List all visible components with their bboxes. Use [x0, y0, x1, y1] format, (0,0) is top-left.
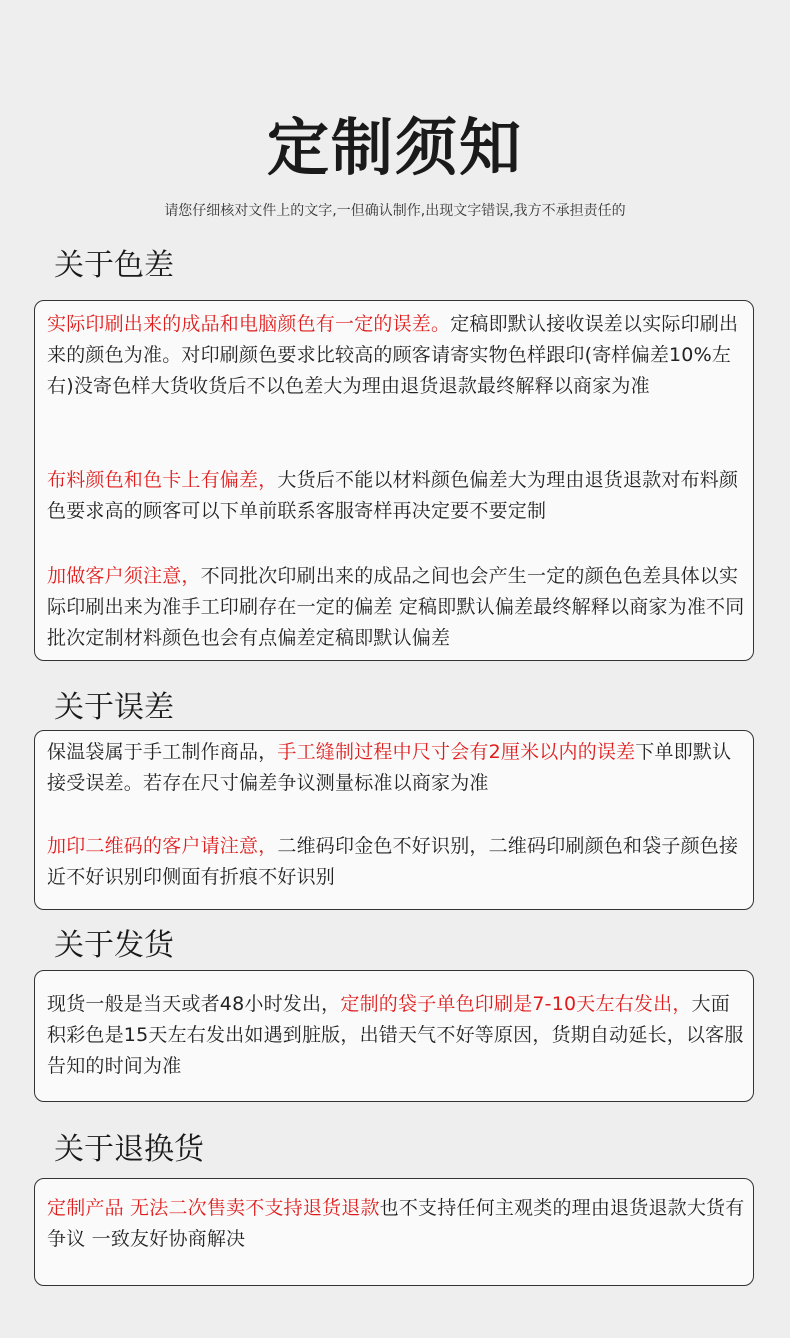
- page-subtitle: 请您仔细核对文件上的文字,一但确认制作,出现文字错误,我方不承担责任的: [164, 203, 626, 219]
- size-error-paragraph-2: [47, 831, 747, 893]
- section-heading-color-difference: 关于色差: [54, 248, 174, 283]
- returns-paragraph-1: [47, 1193, 747, 1255]
- page-title: 定制须知: [266, 111, 523, 184]
- highlight-text: 定制的袋子单色印刷是7-10天左右发出，: [340, 993, 692, 1015]
- body-text: 不同批次印刷出来的成品之间也会产生一定的颜色色差具体以实际印刷出来为准手工印刷存在一定的偏差 定稿即默认偏差最终解释以商家为准不同批次定制材料颜色也会有点偏差定稿即默认偏差: [47, 565, 745, 649]
- body-text: 定稿即默认接收误差以实际印刷出来的颜色为准。对印刷颜色要求比较高的顾客请寄实物色样跟印(寄样偏差10%左右)没寄色样大货收货后不以色差大为理由退货退款最终解释以商家为准: [47, 313, 739, 397]
- shipping-paragraph-1: [47, 989, 747, 1082]
- highlight-text: 手工缝制过程中尺寸会有2厘米以内的误差: [277, 741, 636, 763]
- section-heading-size-error: 关于误差: [54, 690, 174, 725]
- body-text: 大面积彩色是15天左右发出如遇到脏版，出错天气不好等原因，货期自动延长，以客服告知的时间为准: [47, 993, 744, 1077]
- highlight-text: 加印二维码的客户请注意，: [47, 835, 278, 857]
- returns-box: [34, 1178, 754, 1286]
- color-difference-box: [34, 300, 754, 661]
- highlight-text: 实际印刷出来的成品和电脑颜色有一定的误差。: [47, 313, 451, 335]
- color-difference-paragraph-3: [47, 561, 747, 654]
- body-text: 下单即默认接受误差。若存在尺寸偏差争议测量标准以商家为准: [47, 741, 732, 794]
- body-text: 现货一般是当天或者48小时发出，: [47, 993, 341, 1015]
- body-text: 也不支持任何主观类的理由退货退款大货有争议 一致友好协商解决: [47, 1197, 745, 1250]
- highlight-text: 加做客户须注意，: [47, 565, 201, 587]
- section-heading-returns: 关于退换货: [54, 1132, 204, 1167]
- section-heading-shipping: 关于发货: [54, 928, 174, 963]
- color-difference-paragraph-1: [47, 309, 747, 402]
- body-text: 保温袋属于手工制作商品，: [47, 741, 278, 763]
- highlight-text: 定制产品 无法二次售卖不支持退货退款: [47, 1197, 380, 1219]
- size-error-paragraph-1: [47, 737, 747, 799]
- highlight-text: 布料颜色和色卡上有偏差，: [47, 469, 278, 491]
- body-text: 大货后不能以材料颜色偏差大为理由退货退款对布料颜色要求高的顾客可以下单前联系客服寄样再决定要不要定制: [47, 469, 739, 522]
- body-text: 二维码印金色不好识别，二维码印刷颜色和袋子颜色接近不好识别印侧面有折痕不好识别: [47, 835, 739, 888]
- shipping-box: [34, 970, 754, 1102]
- size-error-box: [34, 730, 754, 910]
- color-difference-paragraph-2: [47, 465, 747, 527]
